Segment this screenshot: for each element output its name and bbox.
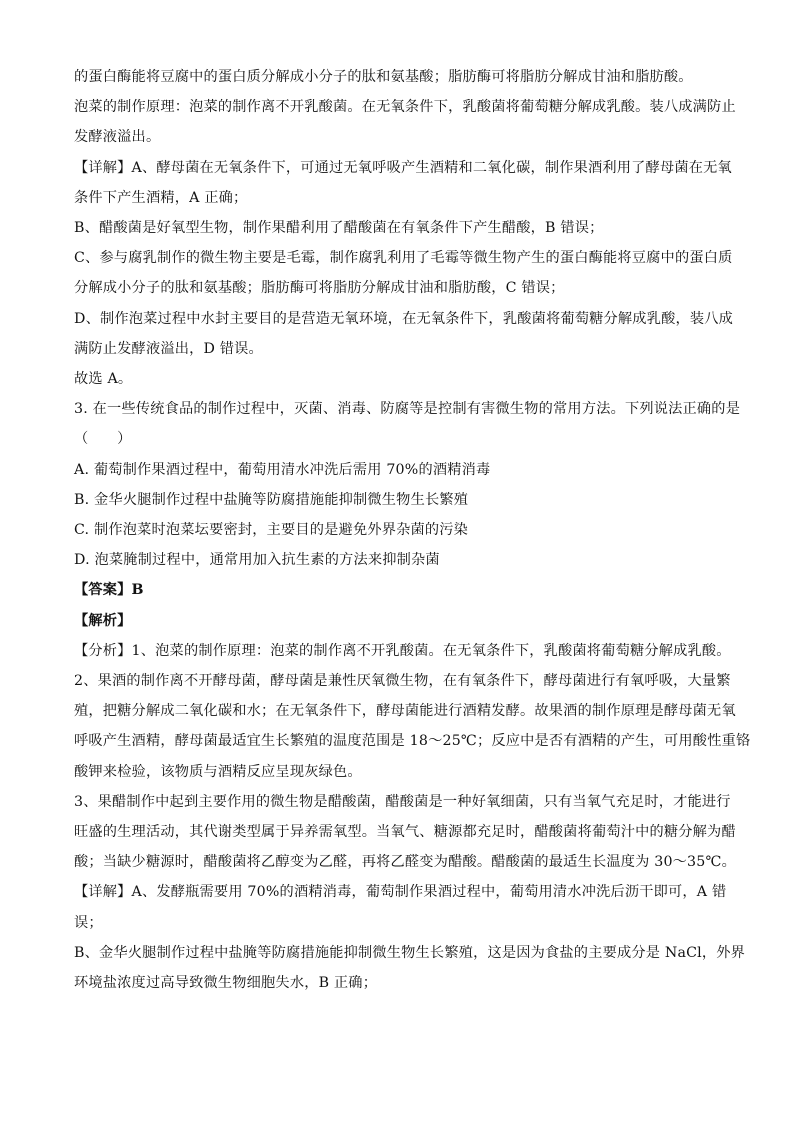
text-line: 误； [74,914,103,931]
text-line: B. 金华火腿制作过程中盐腌等防腐措施能抑制微生物生长繁殖 [74,491,469,508]
text-line: D. 泡菜腌制过程中，通常用加入抗生素的方法来抑制杂菌 [74,552,440,569]
text-line: 满防止发酵液溢出，D 错误。 [74,340,263,357]
text-line: 酸；当缺少糖源时，醋酸菌将乙醇变为乙醛，再将乙醛变为醋酸。醋酸菌的最适生长温度为 30～35℃。 [74,854,736,871]
text-line: D、制作泡菜过程中水封主要目的是营造无氧环境，在无氧条件下，乳酸菌将葡萄糖分解成乳酸，装八成 [74,310,734,327]
text-line: C. 制作泡菜时泡菜坛要密封，主要目的是避免外界杂菌的污染 [74,522,469,539]
text-line: 环境盐浓度过高导致微生物细胞失水，B 正确； [74,975,378,992]
text-line: 2、果酒的制作离不开酵母菌，酵母菌是兼性厌氧微生物，在有氧条件下，酵母菌进行有氧呼吸，大量繁 [74,673,731,690]
text-line: 【解析】 [74,612,132,629]
text-line: 【分析】1、泡菜的制作原理：泡菜的制作离不开乳酸菌。在无氧条件下，乳酸菌将葡萄糖分解成乳酸。 [74,642,731,659]
text-line: 分解成小分子的肽和氨基酸；脂肪酶可将脂肪分解成甘油和脂肪酸，C 错误； [74,280,565,297]
document-page [74,62,751,998]
text-line: 【详解】A、酵母菌在无氧条件下，可通过无氧呼吸产生酒精和二氧化碳，制作果酒利用了酵母菌在无氧 [74,159,732,176]
text-line: B、醋酸菌是好氧型生物，制作果醋利用了醋酸菌在有氧条件下产生醋酸，B 错误； [74,220,604,237]
text-line: （ ） [74,431,132,448]
text-line: 旺盛的生理活动，其代谢类型属于异养需氧型。当氧气、糖源都充足时，醋酸菌将葡萄汁中的糖分解为醋 [74,824,736,841]
text-line: B、金华火腿制作过程中盐腌等防腐措施能抑制微生物生长繁殖，这是因为食盐的主要成分是 NaCl，外界 [74,944,746,961]
text-line: 呼吸产生酒精，酵母菌最适宜生长繁殖的温度范围是 18～25℃；反应中是否有酒精的产生，可用酸性重铬 [74,733,751,750]
text-line: 【详解】A、发酵瓶需要用 70%的酒精消毒，葡萄制作果酒过程中，葡萄用清水冲洗后沥干即可，A 错 [74,884,727,901]
text-line: 3. 在一些传统食品的制作过程中，灭菌、消毒、防腐等是控制有害微生物的常用方法。下列说法正确的是 [74,401,741,418]
text-line: 泡菜的制作原理：泡菜的制作离不开乳酸菌。在无氧条件下，乳酸菌将葡萄糖分解成乳酸。装八成满防止 [74,99,736,116]
text-line: 酸钾来检验，该物质与酒精反应呈现灰绿色。 [74,763,362,780]
text-line: 的蛋白酶能将豆腐中的蛋白质分解成小分子的肽和氨基酸；脂肪酶可将脂肪分解成甘油和脂肪酸。 [74,69,693,85]
text-line: 故选 A。 [74,371,133,388]
text-line: A. 葡萄制作果酒过程中，葡萄用清水冲洗后需用 70%的酒精消毒 [74,461,491,478]
text-line: 殖，把糖分解成二氧化碳和水；在无氧条件下，酵母菌能进行酒精发酵。故果酒的制作原理是酵母菌无氧 [74,703,736,720]
text-line: 【答案】B [74,582,144,599]
text-line: 3、果醋制作中起到主要作用的微生物是醋酸菌，醋酸菌是一种好氧细菌，只有当氧气充足时，才能进行 [74,793,731,810]
text-line: 发酵液溢出。 [74,129,161,146]
text-line: 条件下产生酒精，A 正确； [74,189,248,206]
text-line: C、参与腐乳制作的微生物主要是毛霉，制作腐乳利用了毛霉等微生物产生的蛋白酶能将豆腐中的蛋白质 [74,250,733,267]
